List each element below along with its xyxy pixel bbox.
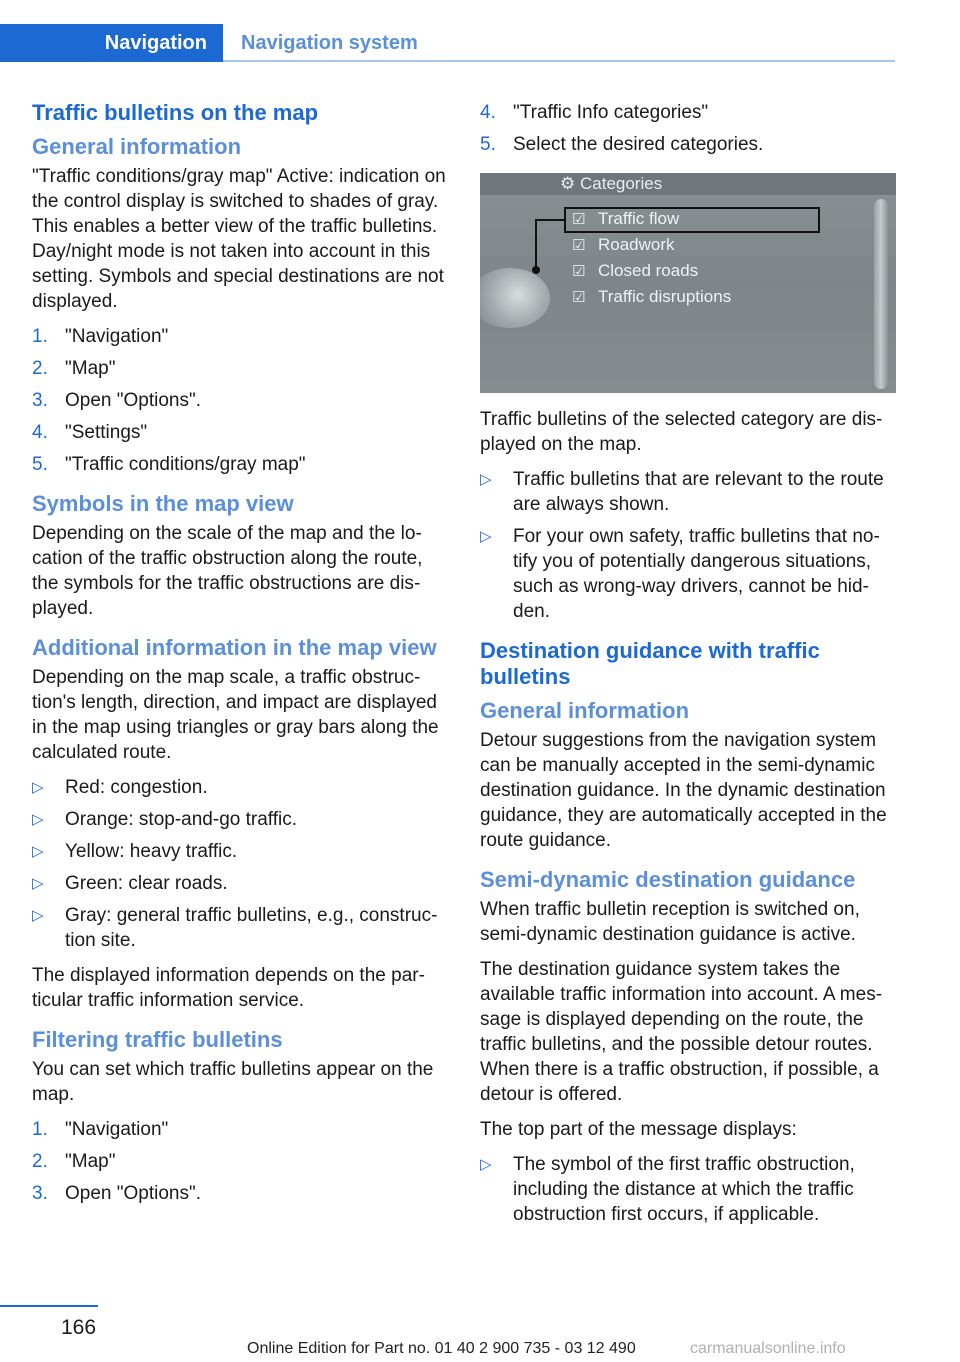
- header-tab-label: Navigation: [104, 31, 207, 54]
- callout-line: [535, 219, 565, 221]
- menu-item-roadwork: ☑ Roadwork: [572, 235, 675, 254]
- paragraph-filtering: You can set which traffic bulletins appear on the map.: [32, 1059, 434, 1105]
- control-display-screenshot: [480, 173, 896, 393]
- checkbox-icon: ☑: [572, 211, 586, 228]
- header-subtitle: Navigation system: [241, 31, 418, 54]
- controller-knob-graphic: [480, 268, 550, 328]
- subsection-title-semi-dynamic: Semi-dynamic destination guidance: [480, 867, 856, 892]
- paragraph-detour-suggestions: Detour suggestions from the navigation system can be manually accepted in the semi-dynamic destination guidance. In the dynamic destination guidance, they are automatically accepted in the route guidance.: [480, 730, 887, 851]
- steps-list-gray-map: [32, 324, 448, 477]
- section-title-destination-guidance: Destination guidance with traffic bulletins: [480, 638, 820, 689]
- list-item: ▷ Red: congestion.: [32, 777, 208, 798]
- list-item: 1. "Navigation": [32, 326, 169, 347]
- list-item: 1. "Navigation": [32, 1119, 169, 1140]
- menu-item-traffic-flow: ☑ Traffic flow: [572, 209, 680, 228]
- bullets-colors: [32, 775, 448, 953]
- list-item: 2. "Map": [32, 358, 116, 379]
- paragraph-general-information: "Traffic conditions/gray map" Active: indication on the control display is switched to shades of gray. This enables a better view of the traffic bulletins. Day/night mode is not taken into account in this setting. Symbols and special destinations are not displayed.: [32, 166, 446, 312]
- subsection-title-filtering: Filtering traffic bulletins: [32, 1027, 283, 1052]
- steps-list-categories: [480, 100, 896, 157]
- screen-title: ⚙ Categories: [560, 174, 663, 193]
- bullets-shown: [480, 467, 896, 624]
- list-item: ▷ Orange: stop-and-go traffic.: [32, 809, 297, 830]
- list-item: 5. Select the desired categories.: [480, 134, 764, 155]
- subsection-title-general-information-2: General information: [480, 698, 690, 723]
- right-column: [480, 100, 896, 1237]
- paragraph-additional-info: Depending on the map scale, a traffic obstruction's length, direction, and impact are displayed in the map using triangles or gray bars along the calculated route.: [32, 667, 439, 763]
- settings-icon: ⚙: [560, 174, 576, 193]
- screen-titlebar: [480, 173, 896, 195]
- list-item: 3. Open "Options".: [32, 390, 202, 411]
- list-item: ▷ Gray: general traffic bulletins, e.g., construction site.: [32, 905, 438, 951]
- triangle-right-icon: ▷: [32, 811, 44, 828]
- subsection-title-symbols: Symbols in the map view: [32, 491, 294, 516]
- callout-line-vertical: [535, 219, 537, 269]
- left-column: [32, 100, 448, 1216]
- menu-item-closed-roads: ☑ Closed roads: [572, 261, 699, 280]
- list-item: 3. Open "Options".: [32, 1183, 202, 1204]
- paragraph-info-service: The displayed information depends on the particular traffic information service.: [32, 965, 425, 1011]
- triangle-right-icon: ▷: [32, 907, 44, 924]
- list-item: ▷ Green: clear roads.: [32, 873, 228, 894]
- steps-list-filtering: [32, 1117, 448, 1206]
- list-item: ▷ Traffic bulletins that are relevant to the route are always shown.: [480, 469, 884, 515]
- screen-edge-arc: [874, 199, 888, 389]
- checkbox-icon: ☑: [572, 237, 586, 254]
- footer-rule: [0, 1305, 98, 1307]
- header-rule: [223, 60, 895, 62]
- triangle-right-icon: ▷: [32, 779, 44, 796]
- triangle-right-icon: ▷: [32, 875, 44, 892]
- bullets-message: [480, 1152, 896, 1227]
- triangle-right-icon: ▷: [480, 471, 492, 488]
- header-tab-navigation: [0, 24, 223, 62]
- menu-item-traffic-disruptions: ☑ Traffic disruptions: [572, 287, 732, 306]
- watermark: carmanualsonline.info: [690, 1340, 846, 1357]
- subsection-title-general-information: General information: [32, 134, 242, 159]
- paragraph-semi-dynamic-3: The top part of the message displays:: [480, 1119, 797, 1140]
- triangle-right-icon: ▷: [480, 528, 492, 545]
- list-item: ▷ For your own safety, traffic bulletins that notify you of potentially dangerous situations, such as wrong-way drivers, cannot be hidden.: [480, 526, 880, 622]
- list-item: 5. "Traffic conditions/gray map": [32, 454, 306, 475]
- paragraph-selected-category: Traffic bulletins of the selected category are displayed on the map.: [480, 409, 883, 455]
- list-item: 4. "Settings": [32, 422, 148, 443]
- paragraph-semi-dynamic-2: The destination guidance system takes the available traffic information into account. A message is displayed depending on the route, the traffic bulletins, and the possible detour routes. When there is a traffic obstruction, if possible, a detour is offered.: [480, 959, 883, 1105]
- triangle-right-icon: ▷: [32, 843, 44, 860]
- section-title-traffic-bulletins: Traffic bulletins on the map: [32, 100, 319, 125]
- list-item: ▷ Yellow: heavy traffic.: [32, 841, 238, 862]
- list-item: 2. "Map": [32, 1151, 116, 1172]
- paragraph-semi-dynamic-1: When traffic bulletin reception is switched on, semi-dynamic destination guidance is active.: [480, 899, 860, 945]
- subsection-title-additional-info: Additional information in the map view: [32, 635, 437, 660]
- edition-footer: Online Edition for Part no. 01 40 2 900 735 - 03 12 490: [247, 1340, 636, 1357]
- list-item: 4. "Traffic Info categories": [480, 102, 709, 123]
- triangle-right-icon: ▷: [480, 1156, 492, 1173]
- page-number: 166: [61, 1316, 97, 1339]
- paragraph-symbols: Depending on the scale of the map and the location of the traffic obstruction along the route, the symbols for the traffic obstructions are displayed.: [32, 523, 423, 619]
- list-item: ▷ The symbol of the first traffic obstruction, including the distance at which the traffic obstruction first occurs, if applicable.: [480, 1154, 855, 1225]
- checkbox-icon: ☑: [572, 289, 586, 306]
- checkbox-icon: ☑: [572, 263, 586, 280]
